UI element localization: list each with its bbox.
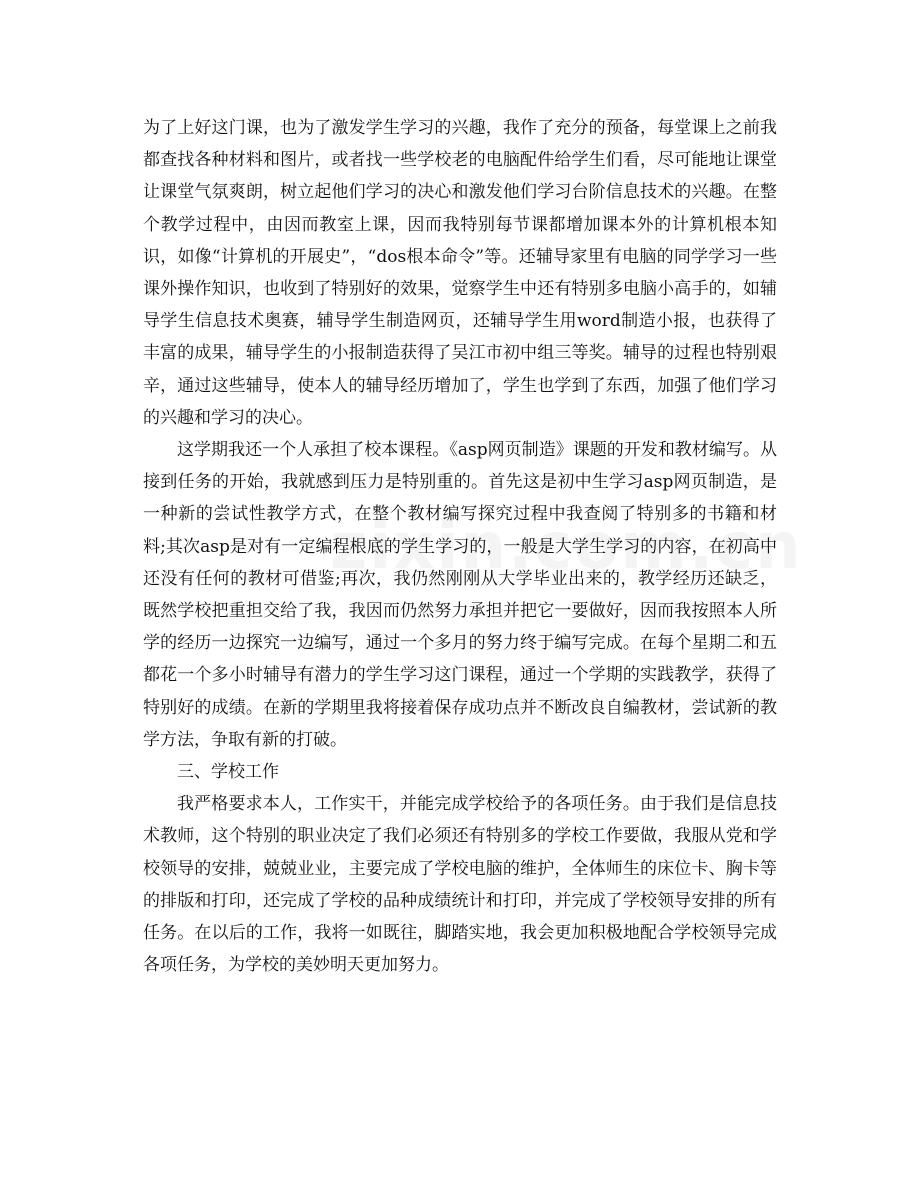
paragraph-1: 为了上好这门课，也为了激发学生学习的兴趣，我作了充分的预备，每堂课上之前我都查找各种材料和图片，或者找一些学校老的电脑配件给学生们看，尽可能地让课堂让课堂气氛爽朗，树立起他们学习的决心和激发他们学习台阶信息技术的兴趣。在整个教学过程中，由因而教室上课，因而我特别每节课都增加课本外的计算机根本知识，如像“计算机的开展史”，“dos根本命令”等。还辅导家里有电脑的同学学习一些课外操作知识，也收到了特别好的效果，觉察学生中还有特别多电脑小高手的，如辅导学生信息技术奥赛，辅导学生制造网页，还辅导学生用word制造小报，也获得了丰富的成果，辅导学生的小报制造获得了吴江市初中组三等奖。辅导的过程也特别艰辛，通过这些辅导，使本人的辅导经历增加了，学生也学到了东西，加强了他们学习的兴趣和学习的决心。 [143,118,777,428]
paragraph-3: 我严格要求本人，工作实干，并能完成学校给予的各项任务。由于我们是信息技术教师，这个特别的职业决定了我们必须还有特别多的学校工作要做，我服从党和学校领导的安排，兢兢业业，主要完成了学校电脑的维护，全体师生的床位卡、胸卡等的排版和打印，还完成了学校的品种成绩统计和打印，并完成了学校领导安排的所有任务。在以后的工作，我将一如既往，脚踏实地，我会更加积极地配合学校领导完成各项任务，为学校的美妙明天更加努力。 [143,794,777,976]
paragraph-2: 这学期我还一个人承担了校本课程。《asp网页制造》课题的开发和教材编写。从接到任务的开始，我就感到压力是特别重的。首先这是初中生学习asp网页制造，是一种新的尝试性教学方式，在整个教材编写探究过程中我查阅了特别多的书籍和材料;其次asp是对有一定编程根底的学生学习的，一般是大学生学习的内容，在初高中还没有任何的教材可借鉴;再次，我仍然刚刚从大学毕业出来的，教学经历还缺乏，既然学校把重担交给了我，我因而仍然努力承担并把它一要做好，因而我按照本人所学的经历一边探究一边编写，通过一个多月的努力终于编写完成。在每个星期二和五都花一个多小时辅导有潜力的学生学习这门课程，通过一个学期的实践教学，获得了特别好的成绩。在新的学期里我将接着保存成功点并不断改良自编教材，尝试新的教学方法，争取有新的打破。 [143,440,777,750]
section-heading: 三、学校工作 [177,762,279,783]
document-body [143,112,777,981]
